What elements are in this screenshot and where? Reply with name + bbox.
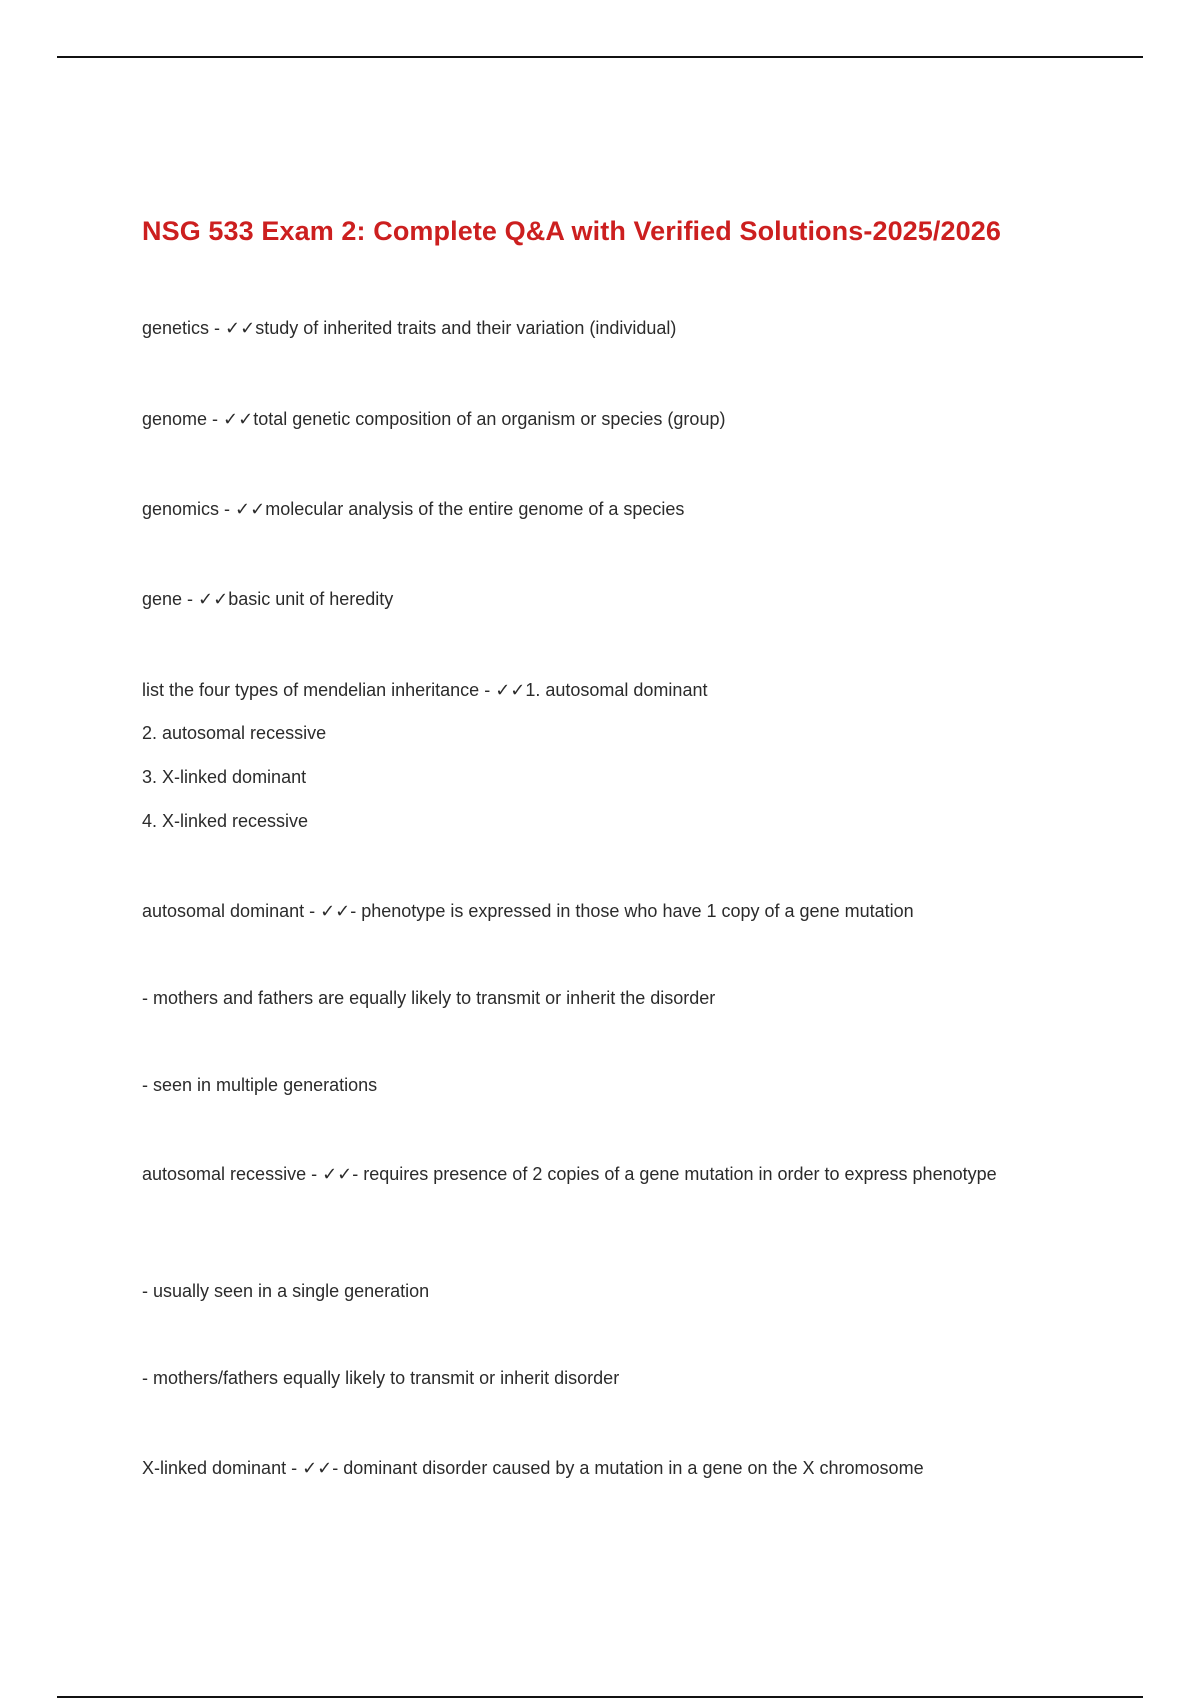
bullet-point: - seen in multiple generations bbox=[142, 1075, 378, 1095]
term-x-linked-dominant: X-linked dominant - ✓✓- dominant disorder caused by a mutation in a gene on the X chromosome bbox=[142, 1458, 924, 1478]
answer-list-item: 4. X-linked recessive bbox=[142, 811, 309, 831]
document-title: NSG 533 Exam 2: Complete Q&A with Verified Solutions-2025/2026 bbox=[142, 216, 1001, 246]
question-mendelian-inheritance: list the four types of mendelian inheritance - ✓✓1. autosomal dominant bbox=[142, 680, 708, 700]
bullet-point: - usually seen in a single generation bbox=[142, 1281, 430, 1301]
term-genetics: genetics - ✓✓study of inherited traits and their variation (individual) bbox=[142, 318, 677, 338]
answer-list-item: 2. autosomal recessive bbox=[142, 723, 327, 743]
bullet-point: - mothers and fathers are equally likely to transmit or inherit the disorder bbox=[142, 988, 716, 1008]
bullet-point: - mothers/fathers equally likely to transmit or inherit disorder bbox=[142, 1368, 620, 1388]
answer-list-item: 3. X-linked dominant bbox=[142, 767, 307, 787]
term-gene: gene - ✓✓basic unit of heredity bbox=[142, 589, 394, 609]
top-rule bbox=[57, 56, 1143, 58]
term-autosomal-recessive: autosomal recessive - ✓✓- requires presence of 2 copies of a gene mutation in order to express phenotype bbox=[142, 1164, 997, 1184]
bottom-rule bbox=[57, 1696, 1143, 1698]
term-genomics: genomics - ✓✓molecular analysis of the entire genome of a species bbox=[142, 499, 685, 519]
term-autosomal-dominant: autosomal dominant - ✓✓- phenotype is expressed in those who have 1 copy of a gene mutation bbox=[142, 901, 914, 921]
term-genome: genome - ✓✓total genetic composition of an organism or species (group) bbox=[142, 409, 726, 429]
